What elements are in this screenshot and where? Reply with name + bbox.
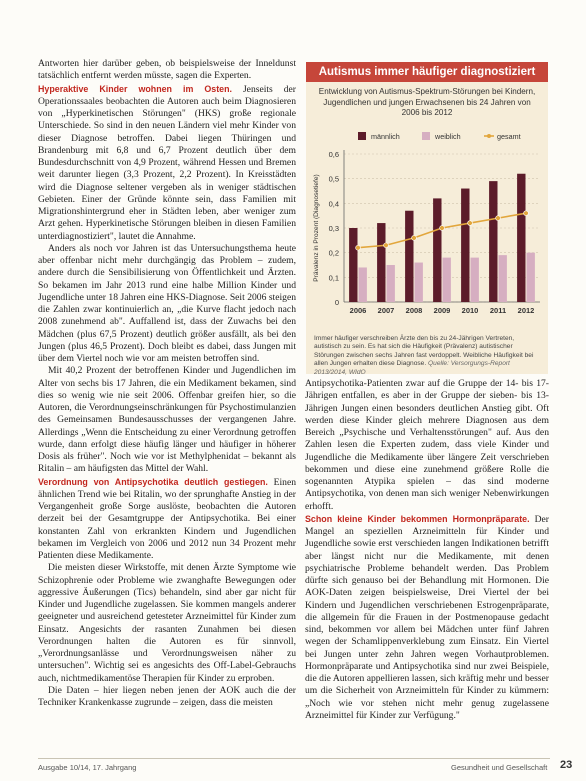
legend-swatch (358, 132, 366, 140)
chart-subtitle: Entwicklung von Autismus-Spektrum-Störungen bei Kindern, Jugendlichen und jungen Erwachsenen bis 24 Jahren von 2006 bis 2012 (318, 87, 536, 117)
legend-label: weiblich (435, 132, 461, 141)
x-tick-label: 2011 (489, 306, 507, 315)
bar-female (527, 253, 535, 302)
y-tick-label: 0,6 (328, 150, 339, 159)
paragraph-text: Die meisten dieser Wirkstoffe, mit denen Ärzte Symptome wie Schizophrenie oder Probleme wie zwanghafte Bewegungen oder aggressive Äußerungen (Tics) behandeln, sind aber gar nicht für Kinder und Jugendliche zugelassen. Sie kommen mangels anderer geeigneter und ausreichend getesteter Arzneimittel für Kinder zum Einsatz. Angesichts der rasanten Zunahmen bei diesen Verordnungen halten die Autoren es für sinnvoll, „Verordnungsanlässe und Verordnungsweisen näher zu untersuchen". Wichtig sei es angesichts des Off-Label-Gebrauchs auch, nichtmedikamentöse Therapien für Kinder zu erproben. (38, 562, 296, 684)
bar-male (461, 189, 469, 302)
point-total (440, 226, 445, 231)
footer-rule (38, 758, 550, 759)
y-tick-label: 0,2 (328, 248, 339, 258)
left-text-column (38, 58, 296, 709)
footer-issue: Ausgabe 10/14, 17. Jahrgang (38, 763, 137, 772)
footer-magazine-title: Gesundheit und Gesellschaft (451, 763, 548, 772)
right-text-column (305, 378, 549, 722)
bar-male (517, 174, 525, 302)
bar-female (499, 255, 507, 302)
right-paragraph (305, 513, 549, 722)
x-tick-label: 2007 (377, 306, 395, 315)
paragraph-text: Der Mangel an speziellen Arzneimitteln für Kinder und Jugendliche sowie erst verschieden langen Indikationen betrifft aber längst nicht nur die Medikamente, mit denen psychiatrische Probleme behandelt werden. Das Problem dürfte sich genauso bei der Behandlung mit Hormonen. Die AOK-Daten zeigen beispielsweise, Drei Viertel der bei Kindern und Jugendlichen verschriebenen Estrogenpräparate, die allgemein für die Frauen in der Postmenopause gedacht sind, bekommen vor allem bei Mädchen unter fünf Jahren wegen der Schamlippenverklebung zum Einsatz. Ein Viertel bei Jungen unter zehn Jahren wegen Vorhautproblemen. Hormonpräparate und Antipsychotika sind nur zwei Beispiele, die die Autoren appellieren lassen, sich kräftig mehr und besser um die Sicherheit von Arzneimitteln für Kinder zu kümmern: „Noch wie vor stehen nicht mehr genug zugelassene Arzneimittel für Kinder zur Verfügung." (305, 513, 549, 721)
y-axis-label: Prävalenz in Prozent (Diagnosetiefe) (313, 174, 320, 282)
bar-male (405, 211, 413, 302)
paragraph-text: Antworten hier darüber geben, ob beispielsweise der Inneldunst tatsächlich entfernt werden müsste, sagen die Experten. (38, 58, 296, 82)
bar-male (349, 228, 357, 302)
left-paragraph (38, 562, 296, 685)
bar-female (387, 265, 395, 302)
left-paragraph (38, 685, 296, 710)
bar-chart (306, 120, 548, 332)
bar-female (415, 263, 423, 302)
paragraph-text: Die Daten – hier liegen neben jenen der AOK auch die der Techniker Krankenkasse zugrunde – zeigen, dass die meisten (38, 684, 296, 708)
right-paragraph (305, 378, 549, 513)
paragraph-text: Einen ähnlichen Trend wie bei Ritalin, wo der sprunghafte Anstieg in der Vergangenheit große Sorge auslöste, beobachten die Autoren derzeit bei der Gesamtgruppe der Antipsychotika. Bei einer konstanten Zahl von erkrankten Kindern und Jugendlichen bekamen im Vergleich von 2006 und 2012 nun 34 Prozent mehr Patienten diese Medikamente. (38, 476, 296, 561)
legend-swatch (422, 132, 430, 140)
section-heading: Hyperaktive Kinder wohnen im Osten. (38, 83, 232, 94)
left-paragraph (38, 476, 296, 563)
chart-caption-text: Immer häufiger verschreiben Ärzte den bis zu 24-Jährigen Vertreten, autistisch zu sein. Es hat sich die Häufigkeit (Prävalenz) autistischer Störungen zwischen sechs Jahren fast verdoppelt. Weibliche Häufigkeit bei allen Jungen erhalten diese Diagnose. (314, 335, 534, 368)
page-number: 23 (560, 759, 573, 771)
y-tick-label: 0,3 (328, 224, 339, 233)
legend-swatch-dot (487, 134, 491, 138)
y-tick-label: 0,5 (328, 174, 339, 184)
legend-label: gesamt (497, 132, 521, 141)
point-total (496, 216, 501, 221)
x-tick-label: 2008 (405, 306, 423, 315)
point-total (412, 235, 417, 240)
x-tick-label: 2012 (517, 306, 535, 315)
section-heading: Schon kleine Kinder bekommen Hormonpräparate. (305, 513, 530, 524)
paragraph-text: Mit 40,2 Prozent der betroffenen Kinder und Jugendlichen im Alter von sechs bis 17 Jahren, die ein Medikament bekamen, sind dies so wenig wie nie seit 2006. Offenbar greifen hier, so die Autoren, die Verordnungseinschränkungen für Psychostimulanzien des Gemeinsamen Bundesausschusses der vergangenen Jahre. Allerdings „Wenn die Entscheidung zu einer Verordnung getroffen wurde, dann erfolgt diese häufig länger und häufiger in höherer Dosis als früher". Noch wie vor ist Methylphenidat – bekannt als Ritalin – am häufigsten das Mittel der Wahl. (38, 365, 296, 475)
paragraph-text: Anders als noch vor Jahren ist das Untersuchungsthema heute aber offenbar nicht mehr durchgängig das Problem – zudem, andere durch die Sensibilisierung von Öffentlichkeit und Ärzten. So bekamen im Jahr 2013 rund eine halbe Million Kinder und Jugendliche unter 18 Jahren eine HKS-Diagnose. Seit 2006 steigen die Zahlen zwar kontinuierlich an, „die Kurve flacht jedoch nach 2008 zunehmend ab". Auffallend ist, dass der Zuwachs bei den Mädchen (plus 67,5 Prozent) deutlich größer ausfällt, als bei den Jungen (plus 46,5 Prozent). Doch bleibt es dabei, dass Jungen mit über dem Viertel noch wie vor am meisten betroffen sind. (38, 242, 296, 364)
bar-female (359, 267, 367, 302)
bar-female (471, 258, 479, 302)
point-total (356, 245, 361, 250)
point-total (524, 211, 529, 216)
left-paragraph (38, 243, 296, 366)
point-total (468, 221, 473, 226)
chart-caption (314, 335, 542, 377)
x-tick-label: 2010 (461, 306, 479, 315)
bar-male (433, 198, 441, 302)
section-heading: Verordnung von Antipsychotika deutlich gestiegen. (38, 476, 268, 487)
chart-panel (306, 62, 548, 374)
left-paragraph (38, 58, 296, 83)
left-paragraph (38, 365, 296, 475)
chart-title: Autismus immer häufiger diagnostiziert (306, 62, 548, 82)
y-tick-label: 0 (334, 298, 339, 307)
paragraph-text: Antipsychotika-Patienten zwar auf die Gruppe der 14- bis 17-Jährigen entfallen, es aber in der Gruppe der sieben- bis 13-Jährigen Jungen einen besonders deutlichen Anstieg gibt. Oft werden diese Kinder gleich mehrere Diagnosen aus dem Bereich „Psychische und Verhaltensstörungen" auf. Aus den Zahlen lesen die Experten zudem, dass viele Kinder und Jugendliche die Medikamente über längere Zeit verschrieben bekommen und diese eine zunehmend größere Rolle die sogenannten Atypika spielen – das sind moderne Antipsychotika, von denen man sich weniger Nebenwirkungen erhofft. (305, 378, 549, 512)
paragraph-text: Jenseits der Operationssaales beobachten die Autoren auch beim Diagnosieren von „Hyperkinetischen Störungen" (HKS) große regionale Unterschiede. So sind in den neuen Ländern viel mehr Kinder von dieser Diagnose betroffen. Dabei liegen Thüringen und Brandenburg mit 6,8 und 6,7 Prozent deutlich über dem Bundesdurchschnitt von 4,9 Prozent, während Hessen und Bremen weit darunter liegen (3,3 Prozent, 2,2 Prozent). In Kreisstädten wird die Diagnose seltener vergeben als in weniger städtischen Gebieten. Einer der Gründe könnte sein, dass Familien mit Migrationshintergrund eher in Städten leben, aber weniger zum Arzt gehen. Hyperkinetische Störungen bleiben in diesen Familien unterdiagnostiziert", lautet die Annahme. (38, 83, 296, 242)
left-paragraph (38, 83, 296, 243)
x-tick-label: 2006 (349, 306, 367, 315)
chart-source: Quelle: Versorgungs-Report 2013/2014, WIdO (314, 360, 510, 376)
y-tick-label: 0,4 (328, 199, 339, 209)
x-tick-label: 2009 (433, 306, 451, 315)
bar-male (489, 181, 497, 302)
point-total (384, 243, 389, 248)
y-tick-label: 0,1 (328, 273, 339, 283)
bar-male (377, 223, 385, 302)
bar-female (443, 258, 451, 302)
legend-label: männlich (371, 132, 400, 141)
